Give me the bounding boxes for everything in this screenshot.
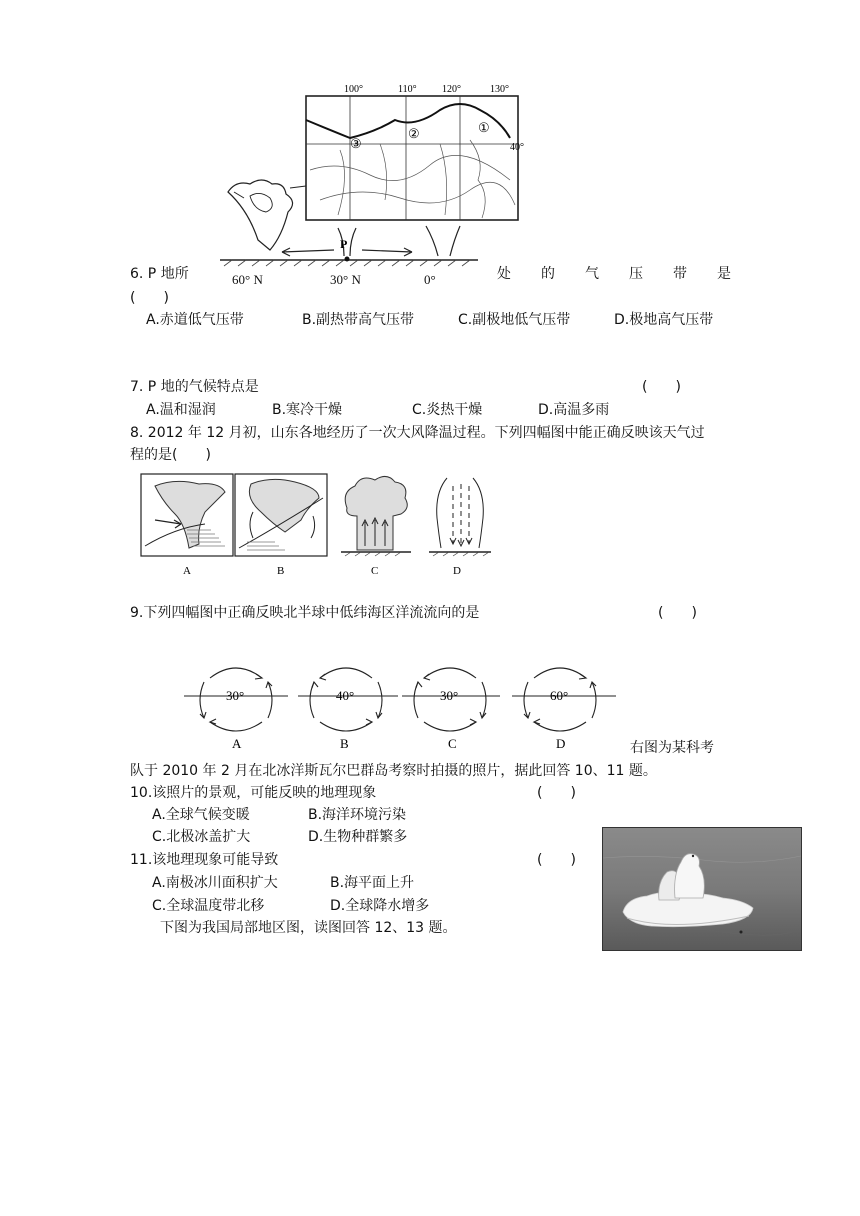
lon-label-120: 120°	[442, 84, 461, 95]
q7-option-b: B.寒冷干燥	[272, 402, 343, 418]
q6-word: 处	[497, 266, 511, 282]
q11-option-b: B.海平面上升	[330, 875, 415, 891]
intro-10-11-line2: 队于 2010 年 2 月在北冰洋斯瓦尔巴群岛考察时拍摄的照片，据此回答 10、11 题。	[130, 763, 657, 779]
q9-ocean-current-figures	[180, 652, 620, 752]
q6-answer-paren: ( )	[130, 290, 169, 306]
q9-circle-c-label: 30°	[440, 688, 459, 703]
q8-label-d: D	[453, 565, 461, 577]
q8-figure-c	[341, 476, 411, 556]
axis-label-60n: 60° N	[232, 272, 263, 287]
q8-weather-figures	[135, 468, 495, 580]
q9-answer-paren: ( )	[658, 605, 697, 621]
intro-10-11-line1: 右图为某科考	[630, 740, 714, 756]
q6-word: 气	[585, 266, 599, 282]
q6-option-d: D.极地高气压带	[614, 312, 714, 328]
q9-label-c: C	[448, 736, 457, 751]
q11-option-c: C.全球温度带北移	[152, 898, 265, 914]
q6-word: 带	[673, 266, 687, 282]
q7-option-c: C.炎热干燥	[412, 402, 483, 418]
q10-option-d: D.生物种群繁多	[308, 829, 408, 845]
q8-stem-line2: 程的是( )	[130, 447, 211, 463]
q11-option-d: D.全球降水增多	[330, 898, 430, 914]
marker-3: ③	[350, 136, 362, 151]
lon-label-110: 110°	[398, 84, 417, 95]
q7-option-d: D.高温多雨	[538, 402, 610, 418]
polar-bear-photo	[602, 827, 802, 951]
intro-12-13: 下图为我国局部地区图，读图回答 12、13 题。	[160, 920, 457, 936]
q8-figure-d	[429, 478, 491, 556]
q8-label-b: B	[277, 565, 285, 577]
axis-label-30n: 30° N	[330, 272, 361, 287]
axis-label-0: 0°	[424, 272, 436, 287]
marker-2: ②	[408, 126, 420, 141]
pressure-belt-map-figure	[210, 80, 530, 270]
q7-stem: 7. P 地的气候特点是	[130, 379, 259, 395]
point-p-label: P	[340, 237, 348, 251]
q6-word: 是	[717, 266, 731, 282]
q6-option-b: B.副热带高气压带	[302, 312, 415, 328]
marker-1: ①	[478, 120, 490, 135]
q6-stem-continuation	[497, 264, 731, 284]
lon-label-100: 100°	[344, 84, 363, 95]
q7-option-a: A.温和湿润	[146, 402, 216, 418]
q10-option-b: B.海洋环境污染	[308, 807, 407, 823]
lon-label-130: 130°	[490, 84, 509, 95]
q6-option-c: C.副极地低气压带	[458, 312, 571, 328]
q8-figure-b	[235, 474, 327, 556]
q8-stem-line1: 8. 2012 年 12 月初，山东各地经历了一次大风降温过程。下列四幅图中能正确反映该天气过	[130, 425, 705, 441]
q11-answer-paren: ( )	[537, 852, 576, 868]
q11-option-a: A.南极冰川面积扩大	[152, 875, 278, 891]
q10-stem: 10.该照片的景观，可能反映的地理现象	[130, 785, 377, 801]
q6-stem-start: 6. P 地所	[130, 266, 189, 282]
q10-option-c: C.北极冰盖扩大	[152, 829, 251, 845]
q9-circle-a-label: 30°	[226, 688, 245, 703]
q11-stem: 11.该地理现象可能导致	[130, 852, 279, 868]
q9-stem: 9.下列四幅图中正确反映北半球中低纬海区洋流流向的是	[130, 605, 480, 621]
q10-option-a: A.全球气候变暖	[152, 807, 250, 823]
q6-option-a: A.赤道低气压带	[146, 312, 244, 328]
q8-label-c: C	[371, 565, 379, 577]
frontal-cloud	[228, 180, 293, 250]
q9-label-b: B	[340, 736, 349, 751]
q8-figure-a	[141, 474, 233, 556]
lat-label-40: 40°	[510, 142, 524, 153]
q8-label-a: A	[183, 565, 191, 577]
q7-answer-paren: ( )	[642, 379, 681, 395]
q9-circle-d-label: 60°	[550, 688, 569, 703]
q9-label-d: D	[556, 736, 566, 751]
q10-answer-paren: ( )	[537, 785, 576, 801]
q6-word: 压	[629, 266, 643, 282]
q9-circle-b-label: 40°	[336, 688, 355, 703]
q6-word: 的	[541, 266, 555, 282]
q9-label-a: A	[232, 736, 242, 751]
